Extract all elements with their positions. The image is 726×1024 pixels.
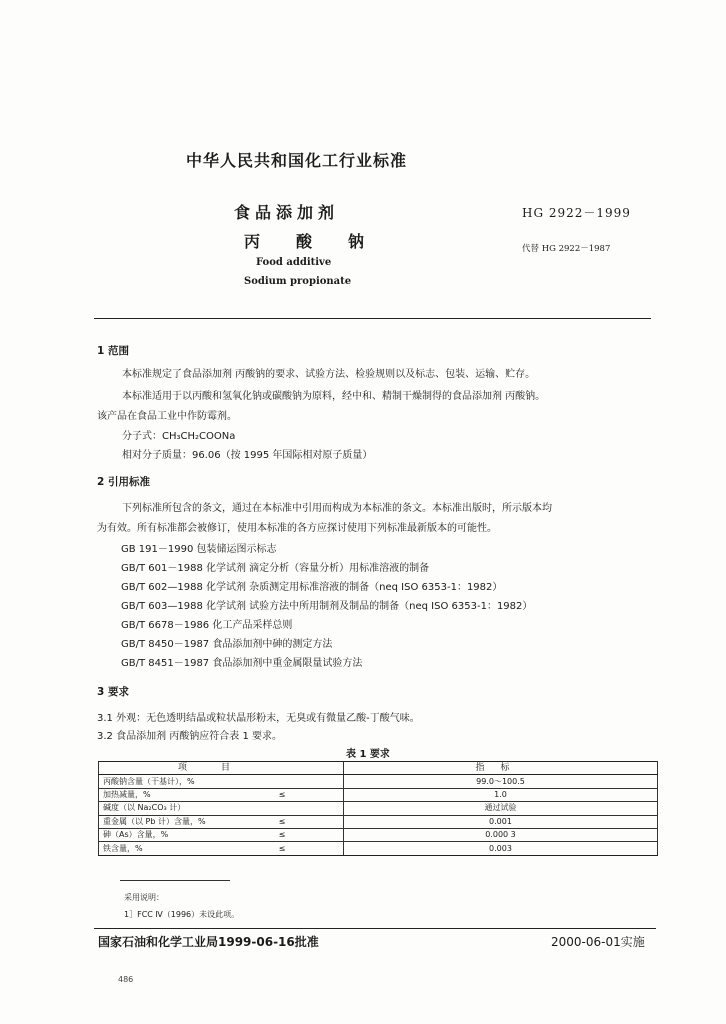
row-operator: ≤ — [221, 842, 344, 855]
row-value: 0.000 3 — [344, 828, 658, 841]
title-char: 钠 — [348, 232, 365, 251]
row-item: 铁含量，% — [99, 842, 222, 855]
approval-date: 国家石油和化学工业局1999-06-16批准 — [98, 935, 319, 949]
title-en-line1: Food additive — [256, 257, 332, 268]
title-char: 丙 — [244, 232, 261, 251]
reference-item: GB/T 6678－1986 化工产品采样总则 — [121, 620, 293, 631]
row-item: 丙酸钠含量（干基计），% — [99, 775, 222, 788]
row-value: 1.0 — [344, 788, 658, 801]
title-char: 酸 — [296, 232, 313, 251]
clause-3-2: 3.2 食品添加剂 丙酸钠应符合表 1 要求。 — [97, 731, 282, 742]
row-operator: ≤ — [221, 815, 344, 828]
row-item: 加热减量，% — [99, 788, 222, 801]
section-1-para-1: 本标准规定了食品添加剂 丙酸钠的要求、试验方法、检验规则以及标志、包装、运输、贮存。 — [122, 369, 536, 380]
standard-number: HG 2922－1999 — [522, 206, 631, 220]
row-value: 99.0～100.5 — [344, 775, 658, 788]
row-operator — [221, 802, 344, 815]
table-row — [99, 775, 658, 788]
reference-item: GB/T 601－1988 化学试剂 滴定分析（容量分析）用标准溶液的制备 — [121, 563, 430, 574]
reference-item: GB/T 8450－1987 食品添加剂中砷的测定方法 — [121, 639, 333, 650]
title-cn-line2 — [244, 229, 400, 252]
issuing-organization: 中华人民共和国化工行业标准 — [186, 151, 408, 170]
footnote-text: 1］FCC Ⅳ（1996）未设此项。 — [124, 910, 240, 919]
requirements-table — [98, 761, 658, 856]
section-3-heading: 3 要求 — [97, 686, 129, 698]
row-operator — [221, 775, 344, 788]
reference-item: GB 191－1990 包装储运图示标志 — [121, 544, 277, 555]
section-1-para-2b: 该产品在食品工业中作防霉剂。 — [97, 411, 237, 422]
clause-3-1: 3.1 外观：无色透明结晶或粒状晶形粉末，无臭或有微量乙酸-丁酸气味。 — [97, 713, 420, 724]
row-operator: ≤ — [221, 788, 344, 801]
section-2-para-1a: 下列标准所包含的条文，通过在本标准中引用而构成为本标准的条文。本标准出版时，所示版本均 — [122, 503, 552, 514]
row-item: 砷（As）含量，% — [99, 828, 222, 841]
molecular-formula: 分子式：CH₃CH₂COONa — [122, 431, 236, 442]
section-2-para-1b: 为有效。所有标准都会被修订，使用本标准的各方应探讨使用下列标准最新版本的可能性。 — [97, 523, 497, 534]
footer-divider — [94, 928, 656, 929]
reference-item: GB/T 602—1988 化学试剂 杂质测定用标准溶液的制备（neq ISO 6353-1：1982） — [121, 582, 503, 593]
table-row — [99, 842, 658, 855]
replaces-standard: 代替 HG 2922－1987 — [522, 244, 611, 254]
molecular-mass: 相对分子质量：96.06（按 1995 年国际相对原子质量） — [122, 450, 373, 461]
table-row — [99, 828, 658, 841]
table-row — [99, 802, 658, 815]
section-1-para-2a: 本标准适用于以丙酸和氢氧化钠或碳酸钠为原料，经中和、精制干燥制得的食品添加剂 丙酸钠。 — [122, 391, 546, 402]
header-item: 项目 — [99, 762, 344, 775]
row-item: 重金属（以 Pb 计）含量，% — [99, 815, 222, 828]
title-en-line2: Sodium propionate — [244, 276, 352, 287]
reference-item: GB/T 8451－1987 食品添加剂中重金属限量试验方法 — [121, 658, 363, 669]
section-1-heading: 1 范围 — [97, 345, 129, 357]
footnote-rule — [120, 880, 230, 881]
section-2-heading: 2 引用标准 — [97, 476, 150, 488]
table-row — [99, 815, 658, 828]
row-value: 0.003 — [344, 842, 658, 855]
reference-item: GB/T 603—1988 化学试剂 试验方法中所用制剂及制品的制备（neq ISO 6353-1：1982） — [121, 601, 533, 612]
header-value: 指标 — [344, 762, 658, 775]
page-number: 486 — [118, 975, 134, 984]
table-header-row — [99, 762, 658, 775]
row-item: 碱度（以 Na₂CO₃ 计） — [99, 802, 222, 815]
row-value: 0.001 — [344, 815, 658, 828]
row-operator: ≤ — [221, 828, 344, 841]
table-row — [99, 788, 658, 801]
table-caption: 表 1 要求 — [346, 749, 390, 760]
row-value: 通过试验 — [344, 802, 658, 815]
title-cn-line1: 食品添加剂 — [234, 203, 340, 222]
header-divider — [94, 318, 651, 319]
effective-date: 2000-06-01实施 — [551, 935, 645, 949]
footnote-label: 采用说明： — [124, 893, 164, 902]
